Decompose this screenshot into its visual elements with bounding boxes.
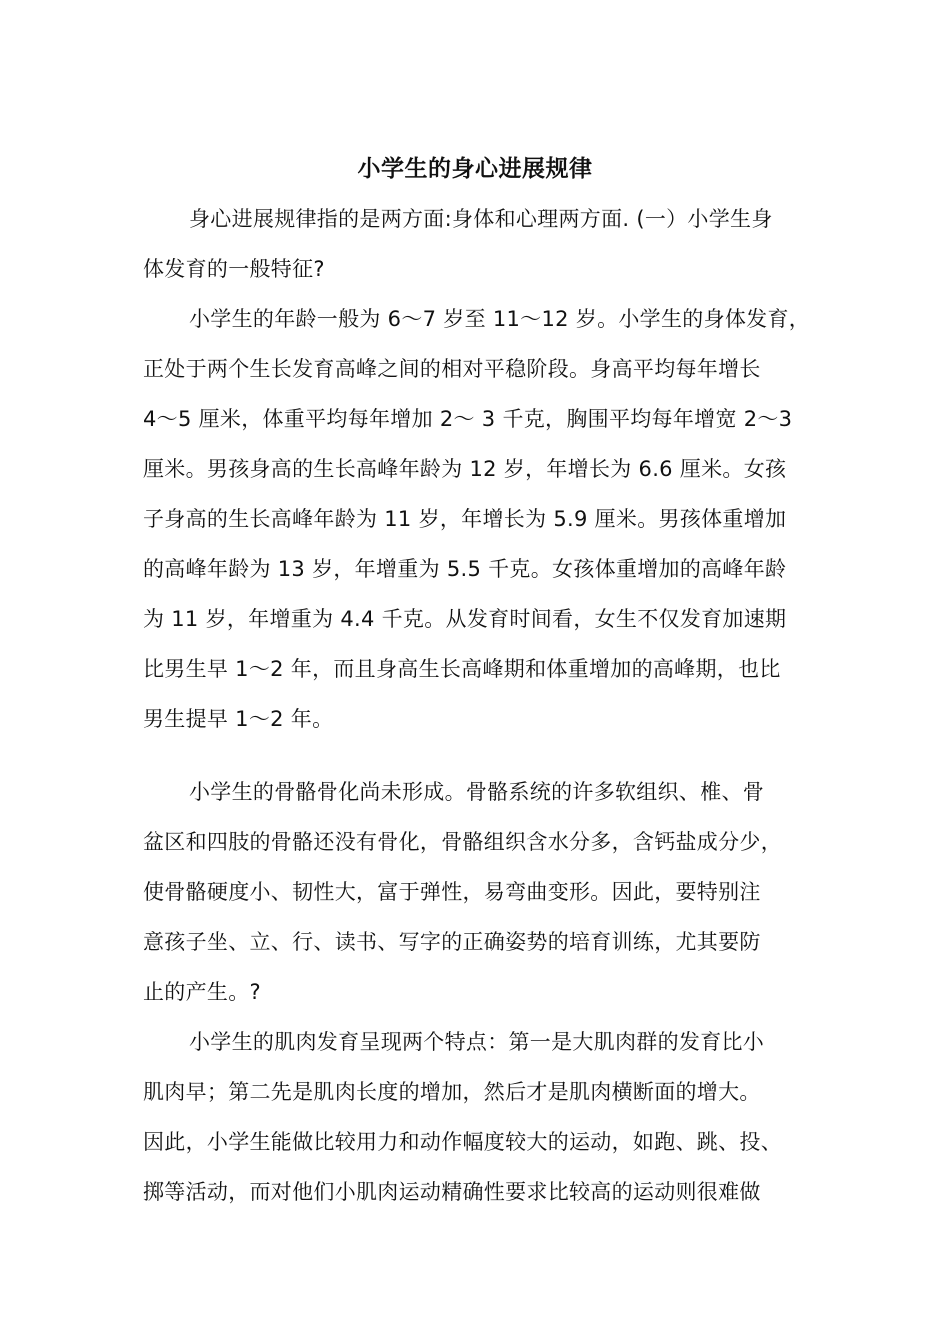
text-line: 肌肉早；第二先是肌肉长度的增加，然后才是肌肉横断面的增大。 bbox=[143, 1080, 761, 1104]
text-line: 小学生的年龄一般为 6～7 岁至 11～12 岁。小学生的身体发育， bbox=[189, 307, 811, 331]
text-line: 盆区和四肢的骨骼还没有骨化，骨骼组织含水分多，含钙盐成分少， bbox=[143, 830, 782, 854]
text-line: 使骨骼硬度小、韧性大，富于弹性，易弯曲变形。因此，要特别注 bbox=[143, 880, 761, 904]
text-line: 比男生早 1～2 年，而且身高生长高峰期和体重增加的高峰期，也比 bbox=[143, 657, 781, 681]
text-line: 厘米。男孩身高的生长高峰年龄为 12 岁，年增长为 6.6 厘米。女孩 bbox=[143, 457, 787, 481]
text-line: 男生提早 1～2 年。 bbox=[143, 707, 334, 731]
text-line: 意孩子坐、立、行、读书、写字的正确姿势的培育训练，尤其要防 bbox=[143, 930, 761, 954]
text-line: 为 11 岁，年增重为 4.4 千克。从发育时间看，女生不仅发育加速期 bbox=[143, 607, 787, 631]
text-line: 小学生的肌肉发育呈现两个特点：第一是大肌肉群的发育比小 bbox=[189, 1030, 765, 1054]
document-title: 小学生的身心进展规律 bbox=[357, 156, 593, 182]
text-line: 子身高的生长高峰年龄为 11 岁，年增长为 5.9 厘米。男孩体重增加 bbox=[143, 507, 787, 531]
text-line: 的高峰年龄为 13 岁，年增重为 5.5 千克。女孩体重增加的高峰年龄 bbox=[143, 557, 787, 581]
text-line: 掷等活动，而对他们小肌肉运动精确性要求比较高的运动则很难做 bbox=[143, 1180, 761, 1204]
text-line: 止的产生。? bbox=[143, 980, 261, 1004]
text-line: 体发育的一般特征? bbox=[143, 257, 325, 281]
text-line: 4～5 厘米，体重平均每年增加 2～ 3 千克，胸围平均每年增宽 2～3 bbox=[143, 407, 793, 431]
text-line: 因此，小学生能做比较用力和动作幅度较大的运动，如跑、跳、投、 bbox=[143, 1130, 782, 1154]
text-line: 小学生的骨骼骨化尚未形成。骨骼系统的许多软组织、椎、骨 bbox=[189, 780, 765, 804]
text-line: 身心进展规律指的是两方面:身体和心理两方面. (一）小学生身 bbox=[189, 207, 773, 231]
text-line: 正处于两个生长发育高峰之间的相对平稳阶段。身高平均每年增长 bbox=[143, 357, 761, 381]
